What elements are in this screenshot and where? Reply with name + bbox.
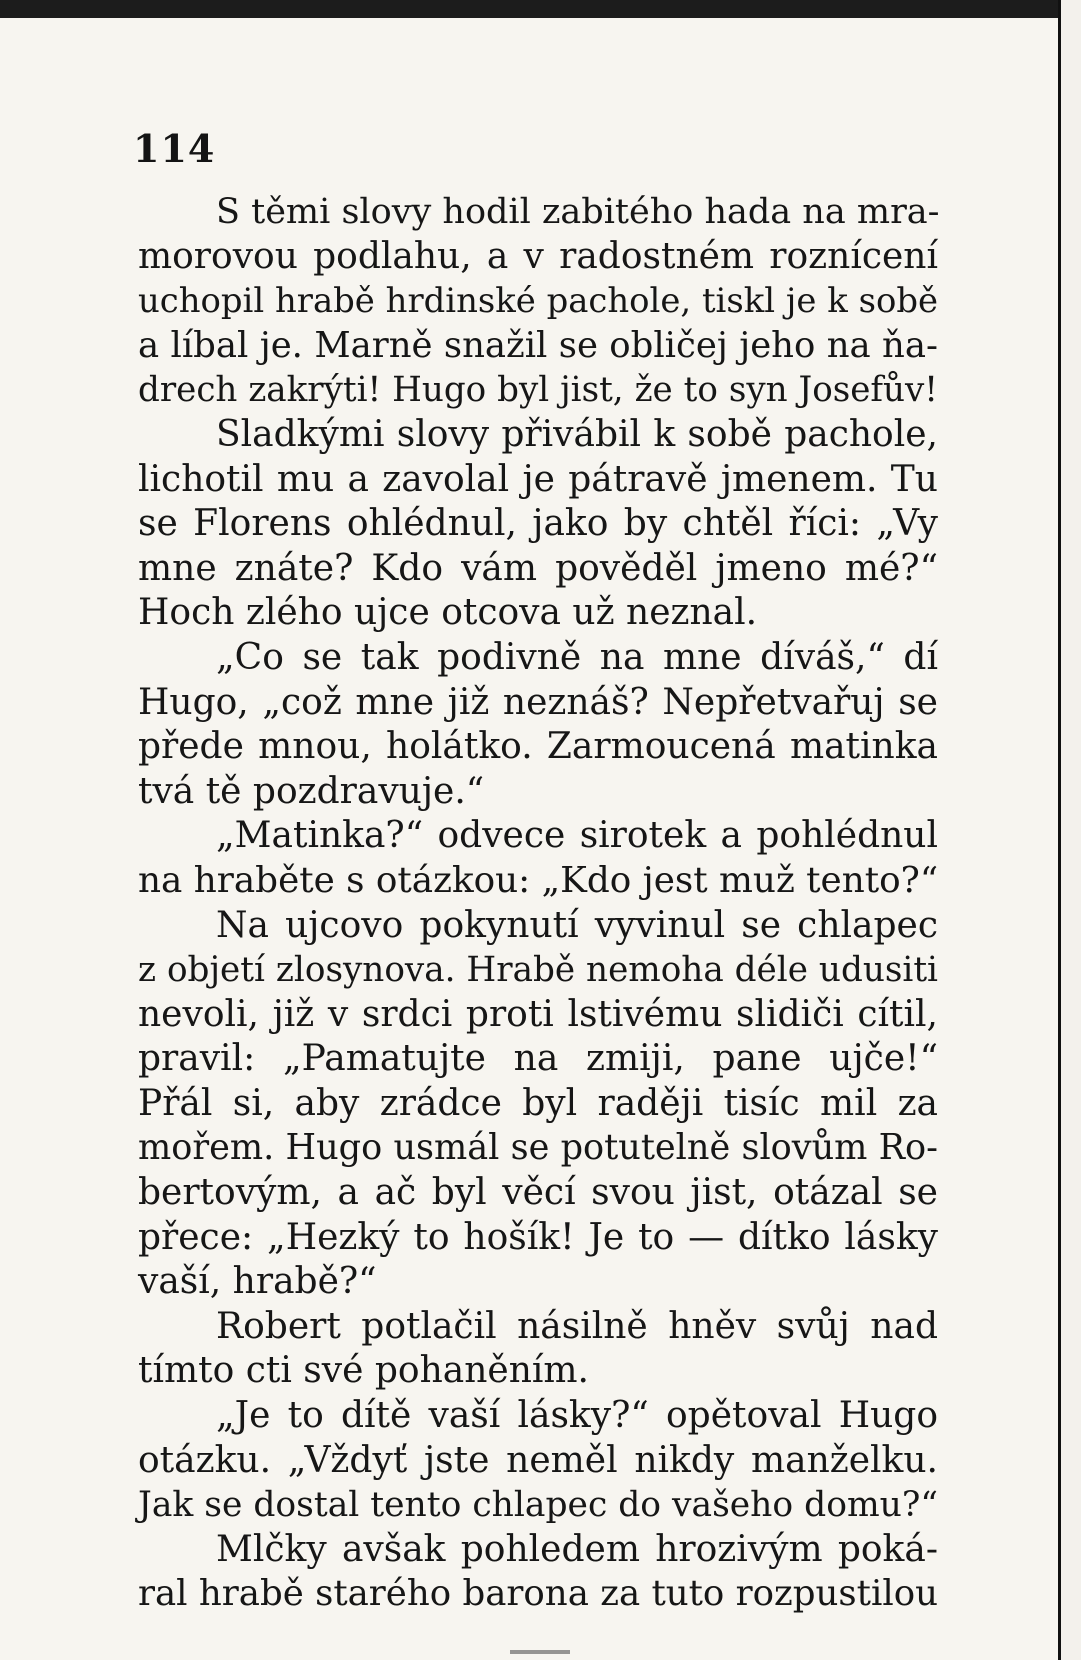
text-line: Na ujcovo pokynutí vyvinul se chlapec [216, 904, 938, 946]
text-line: Přál si, aby zrádce byl raději tisíc mil za [138, 1082, 938, 1124]
body-text [138, 190, 938, 1617]
text-line: lichotil mu a zavolal je pátravě jmenem. Tu [138, 458, 938, 500]
text-line: pravil: „Pamatujte na zmiji, pane ujče!“ [138, 1038, 938, 1080]
text-line: „Co se tak podivně na mne díváš,“ dí [216, 636, 938, 678]
text-line: Sladkými slovy přivábil k sobě pachole, [216, 413, 938, 455]
text-line: z objetí zlosynova. Hrabě nemoha déle udusiti [138, 950, 938, 991]
text-line: vaší, hrabě?“ [138, 1261, 377, 1303]
text-line: mořem. Hugo usmál se potutelně slovům Ro- [138, 1127, 938, 1169]
text-line: „Je to dítě vaší lásky?“ opětoval Hugo [216, 1395, 938, 1437]
text-line: Jak se dostal tento chlapec do vašeho domu?“ [138, 1485, 938, 1526]
text-line: přede mnou, holátko. Zarmoucená matinka [138, 726, 938, 768]
bottom-smudge [510, 1650, 570, 1654]
text-line: Mlčky avšak pohledem hrozivým poká- [216, 1528, 938, 1570]
text-line: na hraběte s otázkou: „Kdo jest muž tento?“ [138, 859, 939, 901]
text-line: Hoch zlého ujce otcova už neznal. [138, 592, 758, 634]
text-line: ral hrabě starého barona za tuto rozpustilou [138, 1573, 938, 1615]
text-line: tvá tě pozdravuje.“ [138, 770, 485, 812]
text-line: otázku. „Vždyť jste neměl nikdy manželku. [138, 1439, 938, 1481]
page-number: 114 [133, 126, 216, 171]
text-line: mne znáte? Kdo vám pověděl jmeno mé?“ [138, 547, 938, 589]
text-line: uchopil hrabě hrdinské pachole, tiskl je k sobě [138, 281, 938, 321]
text-line: S těmi slovy hodil zabitého hada na mra- [216, 191, 940, 232]
text-line: „Matinka?“ odvece sirotek a pohlédnul [216, 815, 938, 857]
text-line: přece: „Hezký to hošík! Je to — dítko lásky [138, 1216, 938, 1258]
text-line: Hugo, „což mne již neznáš? Nepřetvařuj se [138, 681, 938, 723]
text-line: nevoli, již v srdci proti lstivému slidiči cítil, [138, 993, 938, 1035]
text-line: bertovým, a ač byl věcí svou jist, otázal se [138, 1172, 938, 1214]
text-line: se Florens ohlédnul, jako by chtěl říci: „Vy [138, 503, 938, 545]
text-line: a líbal je. Marně snažil se obličej jeho na ňa- [138, 324, 938, 366]
page-edge [1058, 0, 1081, 1660]
text-line: Robert potlačil násilně hněv svůj nad [216, 1305, 938, 1347]
text-line: drech zakrýti! Hugo byl jist, že to syn Josefův! [138, 370, 938, 411]
text-line: tímto cti své pohaněním. [138, 1350, 589, 1392]
text-line: morovou podlahu, a v radostném roznícení [138, 235, 938, 277]
